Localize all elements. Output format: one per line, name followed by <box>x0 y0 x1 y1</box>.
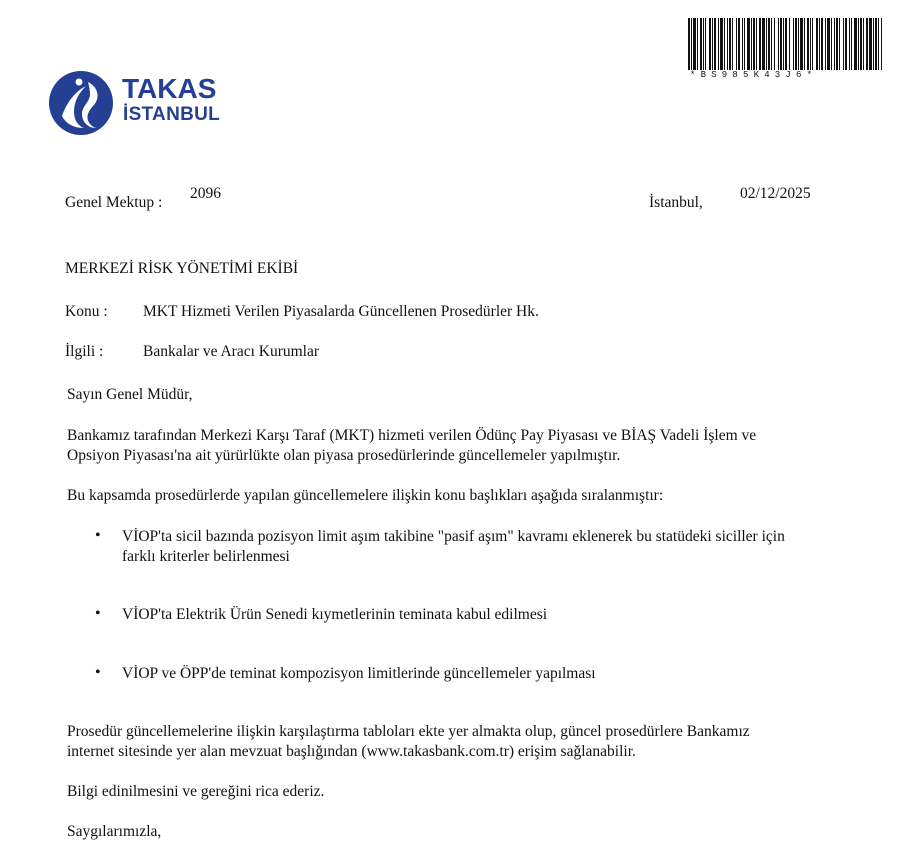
bullet-1-line1: VİOP'ta sicil bazında pozisyon limit aşım takibine "pasif aşım" kavramı eklenerek bu statüdeki siciller için <box>122 528 785 545</box>
barcode-bar <box>727 18 728 70</box>
barcode-bar <box>816 18 818 70</box>
barcode-bar <box>780 18 782 70</box>
barcode-bar <box>742 18 743 70</box>
subject-value: MKT Hizmeti Verilen Piyasalarda Güncellenen Prosedürler Hk. <box>143 303 539 320</box>
barcode-bar <box>759 18 761 70</box>
barcode-bar <box>875 18 877 70</box>
barcode-bar <box>720 18 723 70</box>
barcode-bar <box>839 18 840 70</box>
barcode-bar <box>700 18 702 70</box>
barcode-bar <box>800 18 803 70</box>
barcode-bar <box>747 18 750 70</box>
paragraph2: Bu kapsamda prosedürlerde yapılan güncellemelere ilişkin konu başlıkları aşağıda sıralanmıştır: <box>67 487 664 504</box>
barcode-bar <box>771 18 772 70</box>
bullet-dot-2: • <box>95 605 101 622</box>
barcode-bar <box>688 18 690 70</box>
barcode-bar <box>836 18 838 70</box>
barcode-bar <box>860 18 862 70</box>
barcode-bar <box>756 18 757 70</box>
related-label: İlgili : <box>65 343 104 360</box>
barcode-bars <box>688 18 884 70</box>
letter-label: Genel Mektup : <box>65 194 163 211</box>
logo-line2: İSTANBUL <box>123 104 221 125</box>
greeting: Sayın Genel Müdür, <box>67 386 193 403</box>
barcode-bar <box>827 18 830 70</box>
barcode-bar <box>881 18 882 70</box>
paragraph1-line2: Opsiyon Piyasası'na ait yürürlükte olan piyasa prosedürlerinde güncellemeler yapılmıştır. <box>67 447 621 464</box>
barcode-bar <box>718 18 719 70</box>
barcode-bar <box>863 18 864 70</box>
barcode-bar <box>768 18 770 70</box>
barcode-bar <box>825 18 826 70</box>
barcode-bar <box>703 18 704 70</box>
barcode-bar <box>697 18 698 70</box>
barcode-bar <box>821 18 823 70</box>
barcode-bar <box>766 18 767 70</box>
barcode-bar <box>705 18 706 70</box>
barcode-bar <box>804 18 805 70</box>
barcode-bar <box>738 18 740 70</box>
barcode-bar <box>843 18 844 70</box>
barcode-bar <box>812 18 813 70</box>
barcode-bar <box>774 18 775 70</box>
barcode-bar <box>810 18 811 70</box>
barcode-bar <box>795 18 797 70</box>
paragraph4: Bilgi edinilmesini ve gereğini rica ederiz. <box>67 783 325 800</box>
barcode-bar <box>819 18 820 70</box>
paragraph3-line2: internet sitesinde yer alan mevzuat başlığından (www.takasbank.com.tr) erişim sağlanabilir. <box>67 743 636 760</box>
barcode-bar <box>789 18 790 70</box>
barcode-bar <box>693 18 696 70</box>
barcode-bar <box>854 18 857 70</box>
barcode-bar <box>834 18 835 70</box>
barcode-bar <box>751 18 752 70</box>
barcode-bar <box>845 18 847 70</box>
barcode-bar <box>762 18 765 70</box>
barcode-bar <box>831 18 832 70</box>
barcode-bar <box>736 18 737 70</box>
barcode-bar <box>729 18 731 70</box>
logo-line1: TAKAS <box>122 73 217 104</box>
barcode-bar <box>785 18 787 70</box>
barcode-bar <box>793 18 794 70</box>
barcode-text: *BS985K43J6* <box>690 70 818 80</box>
bullet-dot-1: • <box>95 527 101 544</box>
barcode-bar <box>709 18 711 70</box>
barcode-bar <box>778 18 779 70</box>
barcode-bar <box>878 18 879 70</box>
barcode-bar <box>866 18 868 70</box>
barcode-bar <box>851 18 852 70</box>
bullet-1-line2: farklı kriterler belirlenmesi <box>122 548 290 565</box>
bullet-dot-3: • <box>95 664 101 681</box>
barcode-bar <box>724 18 725 70</box>
closing: Saygılarımızla, <box>67 823 162 840</box>
barcode-bar <box>691 18 692 70</box>
barcode-bar <box>873 18 874 70</box>
logo <box>48 70 228 136</box>
barcode-bar <box>732 18 733 70</box>
related-value: Bankalar ve Aracı Kurumlar <box>143 343 320 360</box>
takas-emblem-icon <box>48 70 114 136</box>
barcode <box>688 18 884 70</box>
barcode-bar <box>712 18 713 70</box>
city: İstanbul, <box>649 194 703 211</box>
recipient: MERKEZİ RİSK YÖNETİMİ EKİBİ <box>65 260 299 277</box>
barcode-bar <box>798 18 799 70</box>
paragraph1-line1: Bankamız tarafından Merkezi Karşı Taraf (MKT) hizmeti verilen Ödünç Pay Piyasası ve BİAŞ Vadeli İşlem ve <box>67 427 757 444</box>
subject-label: Konu : <box>65 303 108 320</box>
letter-date: 02/12/2025 <box>740 185 811 202</box>
bullet-2-line1: VİOP'ta Elektrik Ürün Senedi kıymetlerinin teminata kabul edilmesi <box>122 606 548 623</box>
barcode-bar <box>858 18 859 70</box>
barcode-bar <box>783 18 784 70</box>
barcode-bar <box>807 18 809 70</box>
barcode-bar <box>714 18 716 70</box>
bullet-3-line1: VİOP ve ÖPP'de teminat kompozisyon limitlerinde güncellemeler yapılması <box>122 665 596 682</box>
barcode-bar <box>744 18 745 70</box>
paragraph3-line1: Prosedür güncellemelerine ilişkin karşılaştırma tabloları ekte yer almakta olup, güncel prosedürlere Bankamız <box>67 723 750 740</box>
barcode-bar <box>753 18 755 70</box>
barcode-bar <box>849 18 850 70</box>
letter-number: 2096 <box>190 185 221 202</box>
barcode-bar <box>869 18 872 70</box>
